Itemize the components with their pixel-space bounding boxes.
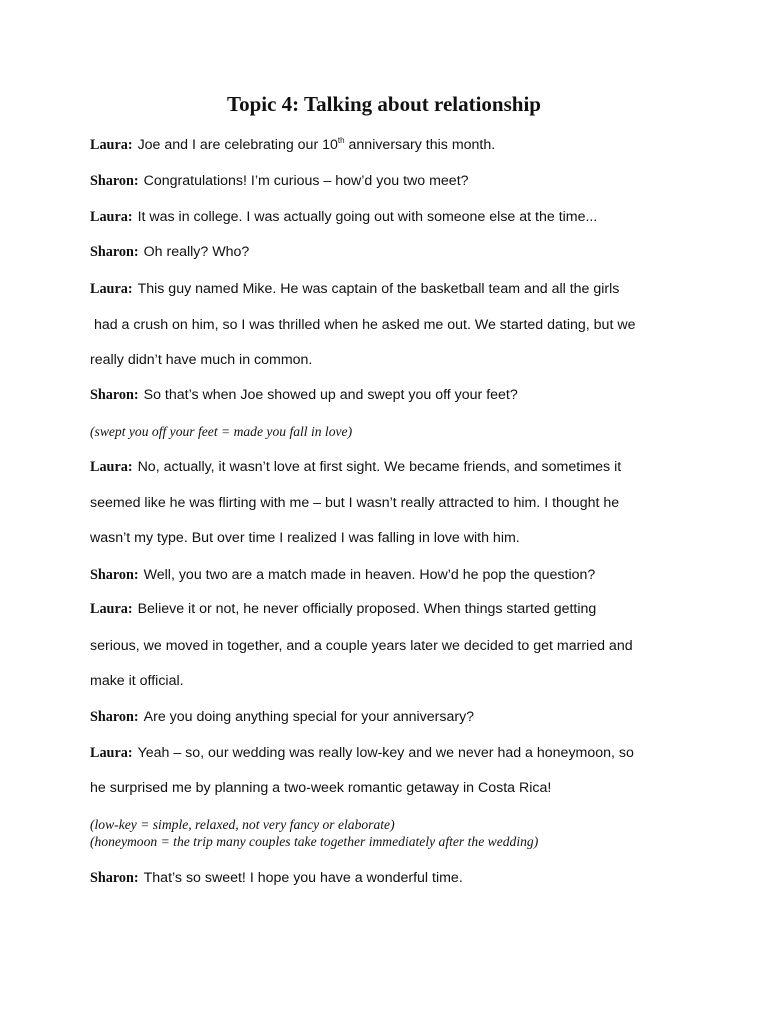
dialogue-line [90,458,730,476]
speaker-label: Laura: [90,459,133,475]
dialogue-line [90,208,730,226]
dialogue-text: Joe and I are celebrating our 10 [137,137,338,153]
dialogue-line [90,136,730,154]
speaker-label: Sharon: [90,709,139,725]
dialogue-line [90,172,730,190]
speaker-label: Laura: [90,209,133,225]
dialogue-text: Well, you two are a match made in heaven. How’d he pop the question? [143,567,596,583]
dialogue-line [90,566,730,584]
superscript-text: th [337,136,345,145]
dialogue-continuation: make it official. [90,673,184,689]
speaker-label: Sharon: [90,173,139,189]
speaker-label: Sharon: [90,244,139,260]
speaker-label: Sharon: [90,870,139,886]
speaker-label: Laura: [90,137,133,153]
dialogue-text: That’s so sweet! I hope you have a wonderful time. [143,870,463,886]
dialogue-continuation: seemed like he was flirting with me – but I wasn’t really attracted to him. I thought he [90,495,620,511]
dialogue-text: No, actually, it wasn’t love at first sight. We became friends, and sometimes it [137,459,622,475]
vocabulary-note: (swept you off your feet = made you fall in love) [90,424,353,439]
dialogue-continuation: he surprised me by planning a two-week romantic getaway in Costa Rica! [90,780,552,796]
speaker-label: Sharon: [90,567,139,583]
speaker-label: Sharon: [90,387,139,403]
dialogue-line [90,386,730,404]
dialogue-line [90,280,730,298]
dialogue-continuation: really didn’t have much in common. [90,352,313,368]
page-title: Topic 4: Talking about relationship [227,92,541,116]
dialogue-line [90,869,730,887]
vocabulary-note: (low-key = simple, relaxed, not very fancy or elaborate) [90,817,395,832]
dialogue-line [90,744,730,762]
dialogue-text: It was in college. I was actually going out with someone else at the time... [137,209,598,225]
dialogue-text: Oh really? Who? [143,244,250,260]
speaker-label: Laura: [90,601,133,617]
dialogue-line [90,243,730,261]
dialogue-text: This guy named Mike. He was captain of the basketball team and all the girls [137,281,620,297]
dialogue-continuation: had a crush on him, so I was thrilled when he asked me out. We started dating, but we [90,317,636,333]
dialogue-line [90,708,730,726]
dialogue-text: Believe it or not, he never officially proposed. When things started getting [137,601,597,617]
dialogue-continuation: wasn’t my type. But over time I realized I was falling in love with him. [90,530,520,546]
dialogue-text: Yeah – so, our wedding was really low-key and we never had a honeymoon, so [137,745,634,761]
dialogue-text: Congratulations! I’m curious – how’d you two meet? [143,173,469,189]
dialogue-text: Are you doing anything special for your anniversary? [143,709,475,725]
speaker-label: Laura: [90,281,133,297]
dialogue-continuation: serious, we moved in together, and a couple years later we decided to get married and [90,638,633,654]
dialogue-line [90,600,730,618]
dialogue-text: anniversary this month. [344,137,496,153]
speaker-label: Laura: [90,745,133,761]
dialogue-text: So that’s when Joe showed up and swept you off your feet? [143,387,518,403]
vocabulary-note: (honeymoon = the trip many couples take together immediately after the wedding) [90,834,539,849]
